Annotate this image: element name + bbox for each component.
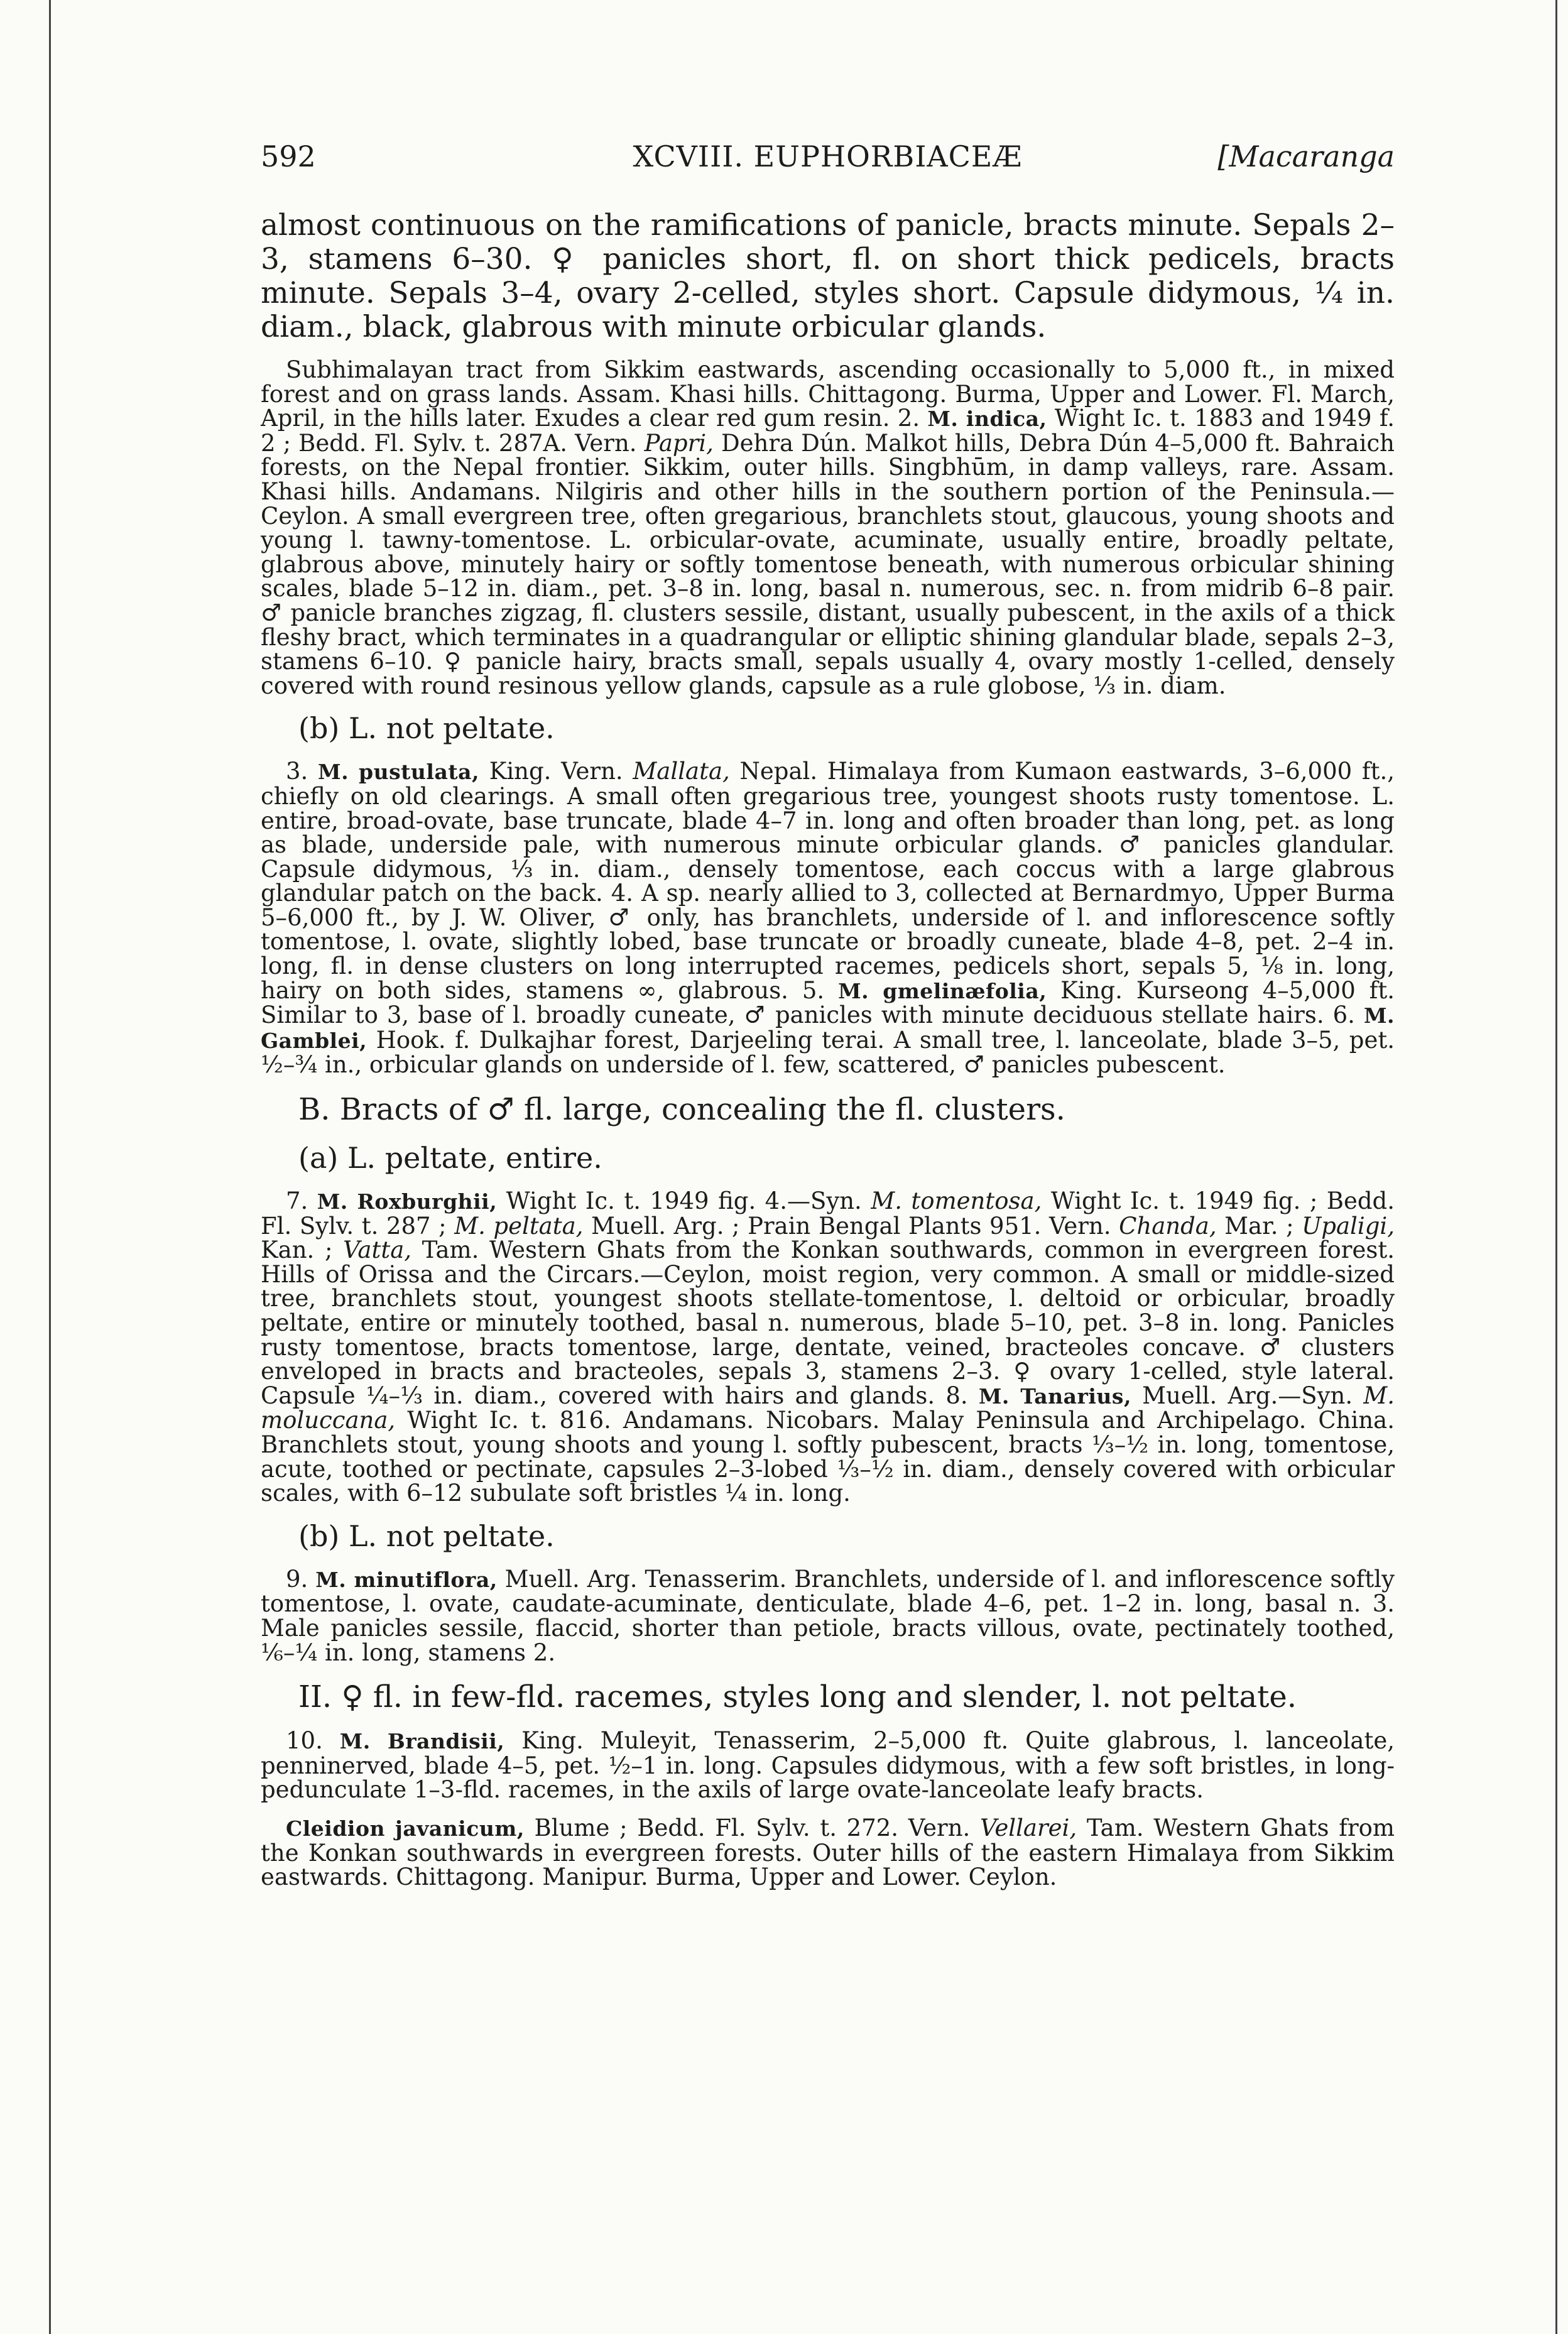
species-note-cleidion-javanicum: Cleidion javanicum, Blume ; Bedd. Fl. Sylv. t. 272. Vern. Vellarei, Tam. Western Ghats from the Konkan southwards in evergreen forests. Outer hills of the eastern Himalaya from Sikkim eastwards. Chittagong. Manipur. Burma, Upper and Lower. Ceylon. [261, 1814, 1395, 1891]
species-note-m-roxburghii: 7. M. Roxburghii, Wight Ic. t. 1949 fig. 4.—Syn. M. tomentosa, Wight Ic. t. 1949 fig. ; Bedd. Fl. Sylv. t. 287 ; M. peltata, Muell. Arg. ; Prain Bengal Plants 951. Vern. Chanda, Mar. ; Upaligi, Kan. ; Vatta, Tam. Western Ghats from the Konkan southwards, common in evergreen forest. Hills of Orissa and the Circars.—Ceylon, moist region, very common. A small or middle-sized tree, branchlets stout, youngest shoots stellate-tomentose, l. deltoid or orbicular, broadly peltate, entire or minutely toothed, basal n. numerous, blade 5–10, pet. 3–8 in. long. Panicles rusty tomentose, bracts tomentose, large, dentate, veined, bracteoles concave. ♂ clusters enveloped in bracts and bracteoles, sepals 3, stamens 2–3. ♀ ovary 1-celled, style lateral. Capsule ¼–⅓ in. diam., covered with hairs and glands. 8. M. Tanarius, Muell. Arg.—Syn. M. moluccana, Wight Ic. t. 816. Andamans. Nicobars. Malay Peninsula and Archipelago. China. Branchlets stout, young shoots and young l. softly pubescent, bracts ⅓–½ in. long, tomentose, acute, toothed or pectinate, capsules 2–3-lobed ⅓–½ in. diam., densely covered with orbicular scales, with 6–12 subulate soft bristles ¼ in. long. [261, 1187, 1395, 1507]
species-note-m-brandisii: 10. M. Brandisii, King. Muleyit, Tenasserim, 2–5,000 ft. Quite glabrous, l. lanceolate, penninerved, blade 4–5, pet. ½–1 in. long. Capsules didymous, with a few soft bristles, in long-pedunculate 1–3-fld. racemes, in the axils of large ovate-lanceolate leafy bracts. [261, 1727, 1395, 1804]
species-name: M. gmelinæfolia, [838, 978, 1047, 1003]
species-name: M. indica, [927, 406, 1047, 432]
chapter-title: XCVIII. EUPHORBIACEÆ [633, 139, 1023, 173]
species-name: M. Tanarius, [978, 1383, 1131, 1409]
species-note-m-minutiflora: 9. M. minutiflora, Muell. Arg. Tenasserim. Branchlets, underside of l. and inflorescence softly tomentose, l. ovate, caudate-acuminate, denticulate, blade 4–6, pet. 1–2 in. long, basal n. 3. Male panicles sessile, flaccid, shorter than petiole, bracts villous, ovate, pectinately toothed, ⅙–¼ in. long, stamens 2. [261, 1565, 1395, 1666]
species-note-m-pustulata: 3. M. pustulata, King. Vern. Mallata, Nepal. Himalaya from Kumaon eastwards, 3–6,000 ft., chiefly on old clearings. A small often gregarious tree, youngest shoots rusty tomentose. L. entire, broad-ovate, base truncate, blade 4–7 in. long and often broader than long, pet. as long as blade, underside pale, with numerous minute orbicular glands. ♂ panicles glandular. Capsule didymous, ⅓ in. diam., densely tomentose, each coccus with a large glabrous glandular patch on the back. 4. A sp. nearly allied to 3, collected at Bernardmyo, Upper Burma 5–6,000 ft., by J. W. Oliver, ♂ only, has branchlets, underside of l. and inflorescence softly tomentose, l. ovate, slightly lobed, base truncate or broadly cuneate, blade 4–8, pet. 2–4 in. long, fl. in dense clusters on long interrupted racemes, pedicels short, sepals 5, ⅛ in. long, hairy on both sides, stamens ∞, glabrous. 5. M. gmelinæfolia, King. Kurseong 4–5,000 ft. Similar to 3, base of l. broadly cuneate, ♂ panicles with minute deciduous stellate hairs. 6. M. Gamblei, Hook. f. Dulkajhar forest, Darjeeling terai. A small tree, l. lanceolate, blade 3–5, pet. ½–¾ in., orbicular glands on underside of l. few, scattered, ♂ panicles pubescent. [261, 758, 1395, 1079]
page-edge-left [49, 0, 51, 2334]
genus-runner: [Macaranga [1217, 139, 1395, 173]
species-name: M. pustulata, [318, 760, 479, 785]
page-number: 592 [261, 139, 316, 173]
subheading-not-peltate: (b) L. not peltate. [298, 711, 555, 746]
book-page [261, 133, 1395, 1890]
species-name: M. Brandisii, [339, 1729, 505, 1754]
species-name: Cleidion javanicum, [286, 1816, 525, 1841]
heading-few-fld-racemes: II. ♀ fl. in few-fld. racemes, styles long and slender, l. not peltate. [298, 1679, 1297, 1715]
continued-description: almost continuous on the ramifications of panicle, bracts minute. Sepals 2–3, stamens 6–30. ♀ panicles short, fl. on short thick pedicels, bracts minute. Sepals 3–4, ovary 2-celled, styles short. Capsule didymous, ¼ in. diam., black, glabrous with minute orbicular glands. [261, 208, 1395, 344]
heading-bracts-large: B. Bracts of ♂ fl. large, concealing the fl. clusters. [298, 1092, 1065, 1128]
page-edge-right [1555, 0, 1557, 2334]
species-name: M. minutiflora, [315, 1567, 498, 1592]
species-name: M. Gamblei, [261, 1003, 1395, 1053]
subheading-peltate-entire: (a) L. peltate, entire. [298, 1141, 602, 1175]
species-name: M. Roxburghii, [317, 1189, 498, 1214]
subheading-not-peltate-2: (b) L. not peltate. [298, 1519, 555, 1553]
running-header [261, 133, 1395, 183]
species-note-m-indica: Subhimalayan tract from Sikkim eastwards, ascending occasionally to 5,000 ft., in mixed forest and on grass lands. Assam. Khasi hills. Chittagong. Burma, Upper and Lower. Fl. March, April, in the hills later. Exudes a clear red gum resin. 2. M. indica, Wight Ic. t. 1883 and 1949 f. 2 ; Bedd. Fl. Sylv. t. 287A. Vern. Papri, Dehra Dún. Malkot hills, Debra Dún 4–5,000 ft. Bahraich forests, on the Nepal frontier. Sikkim, outer hills. Singbhūm, in damp valleys, rare. Assam. Khasi hills. Andamans. Nilgiris and other hills in the southern portion of the Peninsula.—Ceylon. A small evergreen tree, often gregarious, branchlets stout, glaucous, young shoots and young l. tawny-tomentose. L. orbicular-ovate, acuminate, usually entire, broadly peltate, glabrous above, minutely hairy or softly tomentose beneath, with numerous orbicular shining scales, blade 5–12 in. diam., pet. 3–8 in. long, basal n. numerous, sec. n. from midrib 6–8 pair. ♂ panicle branches zigzag, fl. clusters sessile, distant, usually pubescent, in the axils of a thick fleshy bract, which terminates in a quadrangular or elliptic shining glandular blade, sepals 2–3, stamens 6–10. ♀ panicle hairy, bracts small, sepals usually 4, ovary mostly 1-celled, densely covered with round resinous yellow glands, capsule as a rule globose, ⅓ in. diam. [261, 356, 1395, 699]
